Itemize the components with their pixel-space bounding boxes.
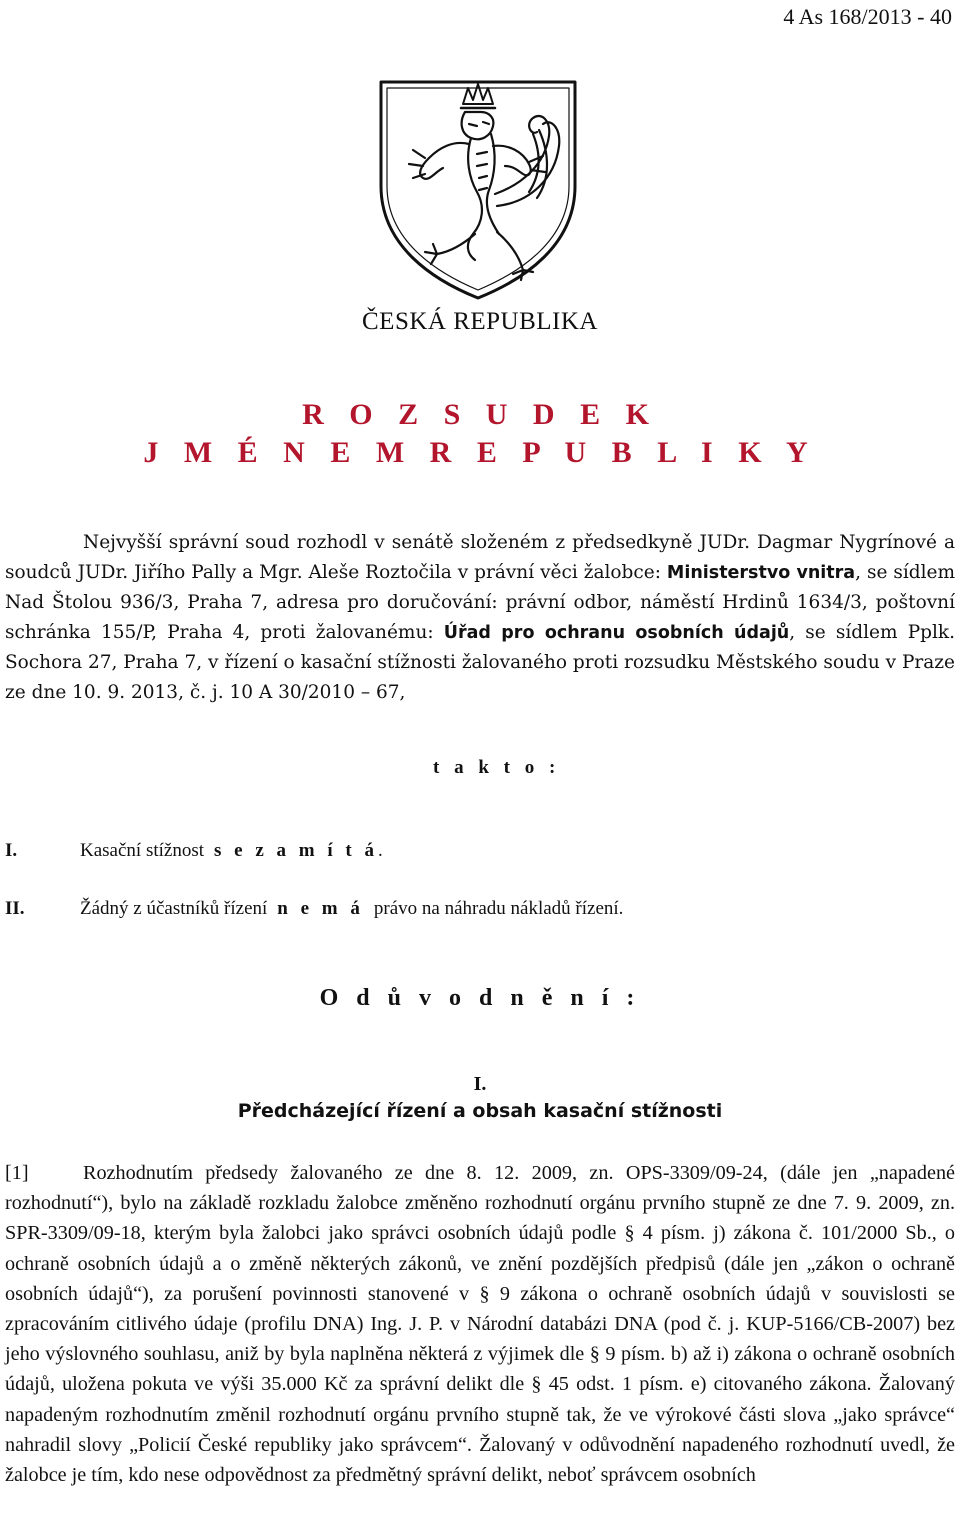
intro-paragraph [5, 528, 955, 707]
czech-coat-of-arms-icon [373, 74, 583, 304]
paragraph-number: [1] [5, 1162, 29, 1184]
section-title: Předcházející řízení a obsah kasační stížnosti [237, 1100, 723, 1122]
section-number: I. [473, 1073, 487, 1095]
defendant-name: Úřad pro ochranu osobních údajů [443, 622, 790, 643]
verdict-subtitle: J M É N E M R E P U B L I K Y [143, 436, 817, 469]
verdict-title: R O Z S U D E K [302, 398, 658, 431]
plaintiff-name: Ministerstvo vnitra [666, 562, 856, 583]
country-name: ČESKÁ REPUBLIKA [362, 308, 598, 335]
paragraph-text: Rozhodnutím předsedy žalovaného ze dne 8. 12. 2009, zn. OPS-3309/09-24, (dále jen „napadené rozhodnutí“), bylo na základě rozkladu žalobce změněno rozhodnutí orgánu prvního stupně ze dne 7. 9. 2009, zn. SPR-3309/09-18, kterým byla žalobci jako správci osobních údajů podle § 4 písm. j) zákona č. 101/2000 Sb., o ochraně osobních údajů a o změně některých zákonů, ve znění pozdějších předpisů (dále jen „zákon o ochraně osobních údajů“), za porušení povinnosti stanovené v § 9 zákona o ochraně osobních údajů v souvislosti se zpracováním citlivého údaje (profilu DNA) Ing. J. P. v Národní databázi DNA (pod č. j. KUP-5166/CB-2007) bez jeho výslovného souhlasu, aniž by byla naplněna některá z výjimek dle § 9 písm. b) až i) zákona o ochraně osobních údajů, uložena pokuta ve výši 35.000 Kč za správní delikt dle § 45 odst. 1 písm. e) citovaného zákona. Žalovaný napadeným rozhodnutím změnil rozhodnutí orgánu prvního stupně tak, že ve výrokové části slova „jako správce“ nahradil slovy „Policií České republiky jako správcem“. Žalovaný v odůvodnění napadeného rozhodnutí uvedl, že žalobce je tím, kdo nese odpovědnost za předmětný správní delikt, neboť správcem osobních [5, 1162, 955, 1487]
case-number: 4 As 168/2013 - 40 [783, 4, 952, 29]
verdict-item-spaced: s e z a m í t á [214, 840, 378, 861]
takto-heading: t a k t o : [433, 757, 561, 778]
verdict-item-spaced: n e m á [277, 898, 364, 919]
paragraph-1 [5, 1158, 955, 1490]
verdict-item-number: I. [5, 840, 18, 861]
document-page: 4 As 168/2013 - 40 ČESKÁ REPUBLIKA R O Z S U D E K J M É N E M R E P U B L I K Y Nejvyšší správní soud rozhodl v senátě složeném z předsedkyně JUDr. Dagmar Nygrínové a soudců JUDr. Jiřího Pally a Mgr. Aleše Roztočila v právní věci žalobce: Ministerstvo vnitra, se sídlem Nad Štolou 936/3, Praha 7, adresa pro doručování: právní odbor, náměstí Hrdinů 1634/3, poštovní schránka 155/P, Praha 4, proti žalovanému: Úřad pro ochranu osobních údajů, se sídlem Pplk. Sochora 27, Praha 7, v řízení o kasační stížnosti žalovaného proti rozsudku Městského soudu v Praze ze dne 10. 9. 2013, č. j. 10 A 30/2010 – 67, t a k t o : I. Kasační stížnost s e z a m í t á. II. Žádný z účastníků řízení n e m á právo na náhradu nákladů řízení. O d ů v o d n ě n í : I. Předcházející řízení a obsah kasační stížnosti [1] Rozhodnutím předsedy žalovaného ze dne 8. 12. 2009, zn. OPS-3309/09-24, (dále jen „napadené rozhodnutí“), bylo na základě rozkladu žalobce změněno rozhodnutí orgánu prvního stupně ze dne 7. 9. 2009, zn. SPR-3309/09-18, kterým byla žalobci jako správci osobních údajů podle § 4 písm. j) zákona č. 101/2000 Sb., o ochraně osobních údajů a o změně některých zákonů, ve znění pozdějších předpisů (dále jen „zákon o ochraně osobních údajů“), za porušení povinnosti stanovené v § 9 zákona o ochraně osobních údajů v souvislosti se zpracováním citlivého údaje (profilu DNA) Ing. J. P. v Národní databázi DNA (pod č. j. KUP-5166/CB-2007) bez jeho výslovného souhlasu, aniž by byla naplněna některá z výjimek dle § 9 písm. b) až i) zákona o ochraně osobních údajů, uložena pokuta ve výši 35.000 Kč za správní delikt dle § 45 odst. 1 písm. e) citovaného zákona. Žalovaný napadeným rozhodnutím změnil rozhodnutí orgánu prvního stupně tak, že ve výrokové části slova „jako správce“ nahradil slovy „Policií České republiky jako správcem“. Žalovaný v odůvodnění napadeného rozhodnutí uvedl, že žalobce je tím, kdo nese odpovědnost za předmětný správní delikt, neboť správcem osobních [0, 0, 960, 1529]
verdict-item-number: II. [5, 898, 25, 919]
reasoning-heading: O d ů v o d n ě n í : [319, 985, 641, 1011]
intro-text: Nejvyšší správní soud rozhodl v senátě složeném z předsedkyně JUDr. Dagmar Nygrínové a soudců JUDr. Jiřího Pally a Mgr. Aleše Roztočila v právní věci žalobce: Ministerstvo vnitra, se sídlem Nad Štolou 936/3, Praha 7, adresa pro doručování: právní odbor, náměstí Hrdinů 1634/3, poštovní schránka 155/P, Praha 4, proti žalovanému: Úřad pro ochranu osobních údajů, se sídlem Pplk. Sochora 27, Praha 7, v řízení o kasační stížnosti žalovaného proti rozsudku Městského soudu v Praze ze dne 10. 9. 2013, č. j. 10 A 30/2010 – 67, [5, 532, 956, 703]
